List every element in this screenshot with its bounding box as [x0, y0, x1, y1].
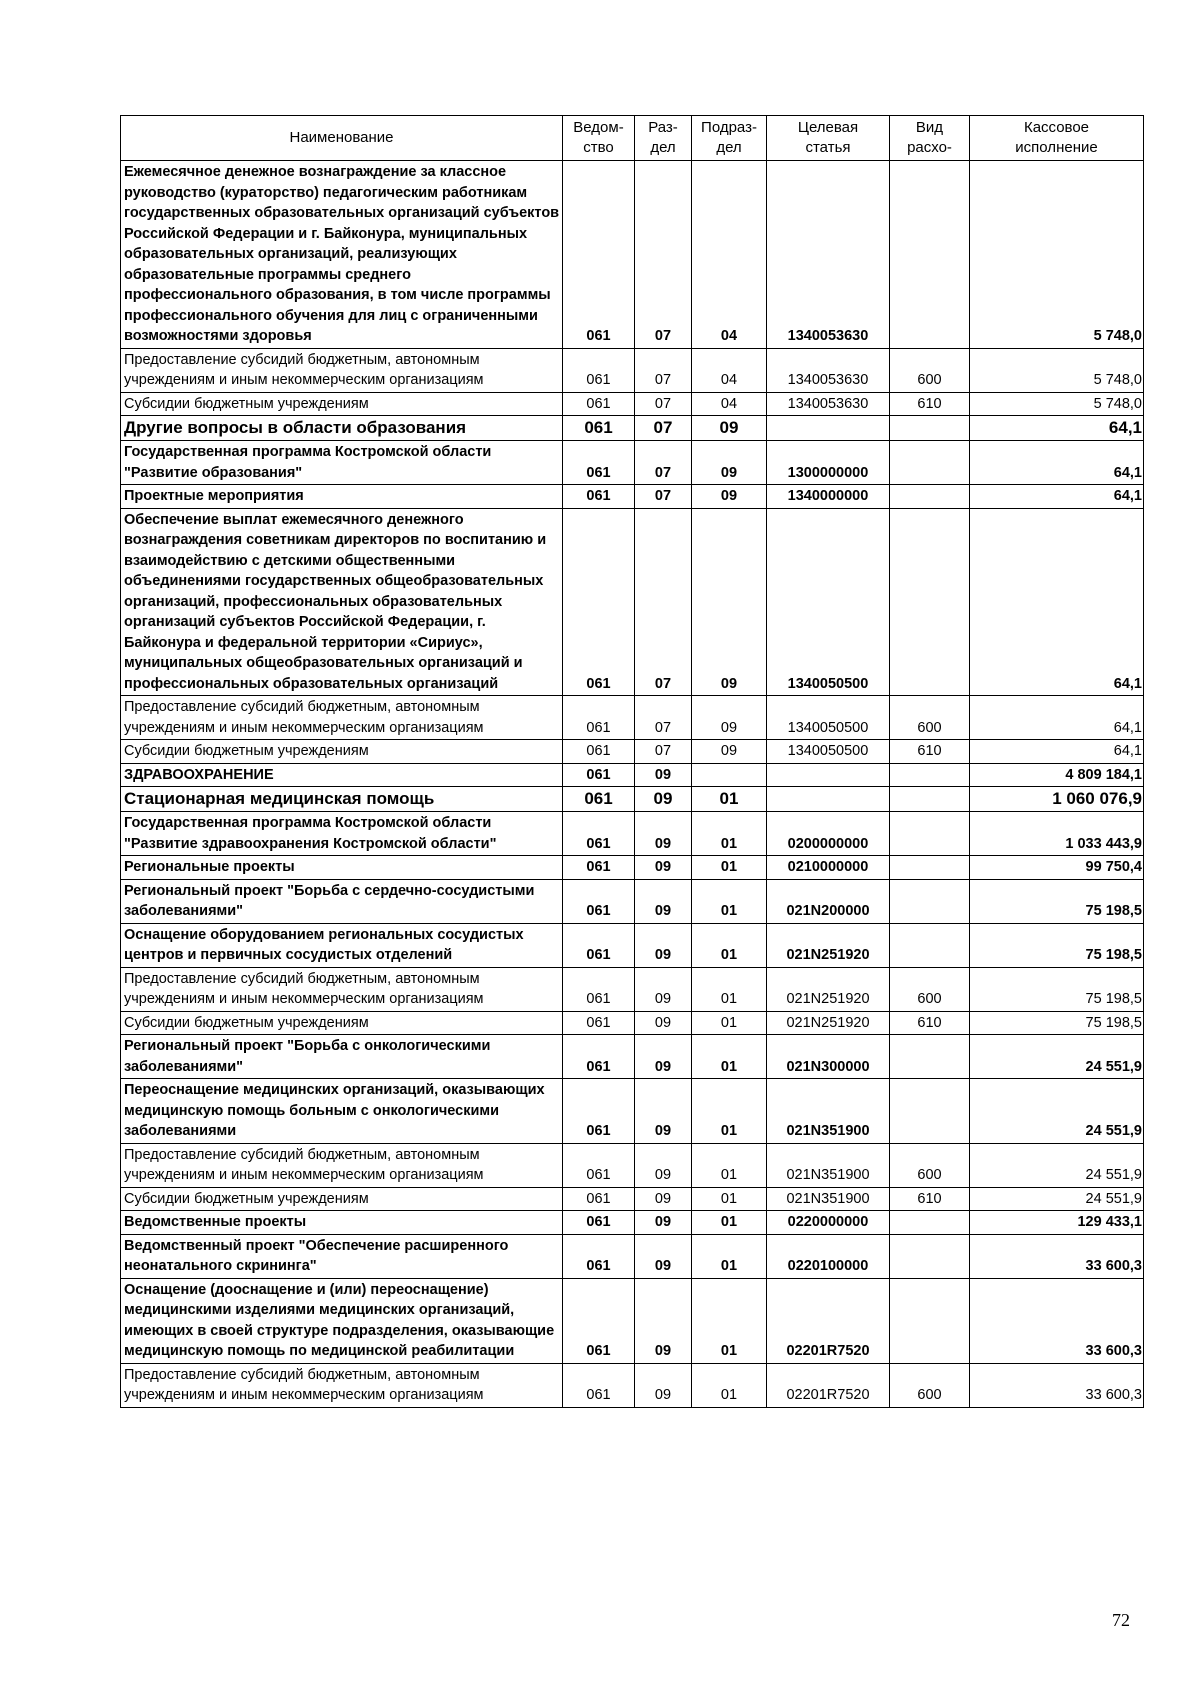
cell-name: Стационарная медицинская помощь	[121, 787, 563, 812]
cell-department: 061	[563, 696, 635, 740]
cell-name: Ведомственный проект "Обеспечение расширенного неонатального скрининга"	[121, 1234, 563, 1278]
cell-expense-kind: 600	[890, 1143, 970, 1187]
cell-name: Региональный проект "Борьба с сердечно-сосудистыми заболеваниями"	[121, 879, 563, 923]
cell-section: 09	[635, 1143, 692, 1187]
cell-department: 061	[563, 967, 635, 1011]
cell-name: Ежемесячное денежное вознаграждение за классное руководство (кураторство) педагогическим работникам государственных образовательных организаций субъектов Российской Федерации и г. Байконура, муниципальных образовательных организаций, реализующих образовательные программы среднего профессионального образования, в том числе программы профессионального обучения для лиц с ограниченными возможностями здоровья	[121, 161, 563, 349]
cell-expense-kind	[890, 879, 970, 923]
table-row	[121, 967, 1144, 1011]
cell-expense-kind	[890, 1234, 970, 1278]
cell-name: Государственная программа Костромской области "Развитие образования"	[121, 441, 563, 485]
cell-target-item: 0200000000	[767, 812, 890, 856]
cell-subsection: 01	[692, 1143, 767, 1187]
cell-department: 061	[563, 508, 635, 696]
cell-cash-execution: 33 600,3	[970, 1278, 1144, 1363]
cell-cash-execution: 1 033 443,9	[970, 812, 1144, 856]
cell-subsection: 01	[692, 879, 767, 923]
cell-cash-execution: 75 198,5	[970, 967, 1144, 1011]
table-row	[121, 392, 1144, 416]
cell-department: 061	[563, 1143, 635, 1187]
table-row	[121, 441, 1144, 485]
cell-name: Предоставление субсидий бюджетным, автономным учреждениям и иным некоммерческим организациям	[121, 696, 563, 740]
cell-name: ЗДРАВООХРАНЕНИЕ	[121, 763, 563, 787]
cell-expense-kind	[890, 416, 970, 441]
cell-section: 09	[635, 1234, 692, 1278]
cell-name: Субсидии бюджетным учреждениям	[121, 740, 563, 764]
cell-department: 061	[563, 1187, 635, 1211]
cell-name: Субсидии бюджетным учреждениям	[121, 1187, 563, 1211]
cell-expense-kind	[890, 508, 970, 696]
cell-target-item: 1340053630	[767, 161, 890, 349]
cell-name: Предоставление субсидий бюджетным, автономным учреждениям и иным некоммерческим организациям	[121, 348, 563, 392]
cell-department: 061	[563, 1011, 635, 1035]
cell-target-item: 0220000000	[767, 1211, 890, 1235]
cell-department: 061	[563, 161, 635, 349]
cell-expense-kind: 610	[890, 1011, 970, 1035]
cell-expense-kind: 600	[890, 348, 970, 392]
cell-department: 061	[563, 879, 635, 923]
cell-cash-execution: 75 198,5	[970, 1011, 1144, 1035]
cell-cash-execution: 75 198,5	[970, 879, 1144, 923]
table-row	[121, 1234, 1144, 1278]
cell-expense-kind: 610	[890, 740, 970, 764]
cell-target-item: 1300000000	[767, 441, 890, 485]
cell-target-item: 021N251920	[767, 967, 890, 1011]
cell-department: 061	[563, 787, 635, 812]
cell-department: 061	[563, 763, 635, 787]
cell-cash-execution: 24 551,9	[970, 1187, 1144, 1211]
header-name: Наименование	[121, 116, 563, 161]
cell-department: 061	[563, 923, 635, 967]
table-row	[121, 508, 1144, 696]
cell-expense-kind	[890, 1079, 970, 1144]
header-target-item: Целевая статья	[767, 116, 890, 161]
cell-cash-execution: 64,1	[970, 696, 1144, 740]
header-department: Ведом- ство	[563, 116, 635, 161]
cell-expense-kind	[890, 485, 970, 509]
cell-section: 07	[635, 392, 692, 416]
cell-target-item: 021N351900	[767, 1143, 890, 1187]
table-row	[121, 348, 1144, 392]
cell-target-item: 021N351900	[767, 1187, 890, 1211]
cell-department: 061	[563, 348, 635, 392]
cell-target-item	[767, 763, 890, 787]
cell-expense-kind	[890, 763, 970, 787]
cell-subsection: 09	[692, 441, 767, 485]
cell-department: 061	[563, 812, 635, 856]
header-section: Раз- дел	[635, 116, 692, 161]
cell-expense-kind	[890, 1211, 970, 1235]
cell-expense-kind: 600	[890, 967, 970, 1011]
cell-target-item	[767, 787, 890, 812]
cell-cash-execution: 24 551,9	[970, 1079, 1144, 1144]
cell-expense-kind	[890, 812, 970, 856]
cell-section: 09	[635, 879, 692, 923]
cell-section: 09	[635, 1363, 692, 1407]
cell-name: Оснащение (дооснащение и (или) переоснащение) медицинскими изделиями медицинских организаций, имеющих в своей структуре подразделения, оказывающие медицинскую помощь по медицинской реабилитации	[121, 1278, 563, 1363]
table-row	[121, 1035, 1144, 1079]
cell-cash-execution: 75 198,5	[970, 923, 1144, 967]
cell-section: 09	[635, 787, 692, 812]
cell-department: 061	[563, 1278, 635, 1363]
cell-section: 09	[635, 1079, 692, 1144]
cell-section: 09	[635, 1278, 692, 1363]
cell-target-item: 1340050500	[767, 740, 890, 764]
table-header-row	[121, 116, 1144, 161]
cell-name: Обеспечение выплат ежемесячного денежного вознаграждения советникам директоров по воспитанию и взаимодействию с детскими общественными объединениями государственных общеобразовательных организаций, профессиональных образовательных организаций субъектов Российской Федерации, г. Байконура и федеральной территории «Сириус», муниципальных общеобразовательных организаций и профессиональных образовательных организаций	[121, 508, 563, 696]
cell-name: Региональные проекты	[121, 856, 563, 880]
cell-subsection: 04	[692, 348, 767, 392]
cell-subsection: 04	[692, 392, 767, 416]
budget-table-sheet	[120, 115, 1143, 1408]
cell-name: Оснащение оборудованием региональных сосудистых центров и первичных сосудистых отделений	[121, 923, 563, 967]
cell-expense-kind	[890, 787, 970, 812]
cell-cash-execution: 24 551,9	[970, 1143, 1144, 1187]
cell-name: Ведомственные проекты	[121, 1211, 563, 1235]
table-row	[121, 416, 1144, 441]
table-row	[121, 740, 1144, 764]
cell-name: Субсидии бюджетным учреждениям	[121, 1011, 563, 1035]
table-row	[121, 923, 1144, 967]
table-row	[121, 763, 1144, 787]
cell-cash-execution: 5 748,0	[970, 392, 1144, 416]
budget-execution-table	[120, 115, 1144, 1408]
cell-expense-kind	[890, 1035, 970, 1079]
cell-section: 07	[635, 441, 692, 485]
cell-cash-execution: 64,1	[970, 485, 1144, 509]
cell-expense-kind: 610	[890, 392, 970, 416]
cell-name: Субсидии бюджетным учреждениям	[121, 392, 563, 416]
cell-target-item: 02201R7520	[767, 1278, 890, 1363]
cell-name: Предоставление субсидий бюджетным, автономным учреждениям и иным некоммерческим организациям	[121, 1363, 563, 1407]
cell-target-item: 1340050500	[767, 696, 890, 740]
table-row	[121, 879, 1144, 923]
cell-section: 09	[635, 967, 692, 1011]
cell-subsection: 01	[692, 1187, 767, 1211]
cell-subsection: 09	[692, 416, 767, 441]
cell-subsection: 01	[692, 1211, 767, 1235]
header-cash-execution: Кассовое исполнение	[970, 116, 1144, 161]
cell-department: 061	[563, 1211, 635, 1235]
cell-subsection	[692, 763, 767, 787]
cell-subsection: 01	[692, 1011, 767, 1035]
cell-section: 07	[635, 696, 692, 740]
table-row	[121, 1143, 1144, 1187]
cell-subsection: 09	[692, 740, 767, 764]
cell-name: Предоставление субсидий бюджетным, автономным учреждениям и иным некоммерческим организациям	[121, 1143, 563, 1187]
cell-subsection: 01	[692, 967, 767, 1011]
cell-target-item: 02201R7520	[767, 1363, 890, 1407]
cell-cash-execution: 33 600,3	[970, 1234, 1144, 1278]
cell-cash-execution: 64,1	[970, 508, 1144, 696]
cell-expense-kind	[890, 161, 970, 349]
cell-cash-execution: 5 748,0	[970, 348, 1144, 392]
cell-expense-kind	[890, 923, 970, 967]
cell-department: 061	[563, 740, 635, 764]
cell-section: 09	[635, 923, 692, 967]
header-expense-kind: Вид расхо-	[890, 116, 970, 161]
header-subsection: Подраз- дел	[692, 116, 767, 161]
cell-subsection: 09	[692, 696, 767, 740]
cell-target-item: 021N351900	[767, 1079, 890, 1144]
cell-department: 061	[563, 856, 635, 880]
table-row	[121, 1278, 1144, 1363]
table-row	[121, 161, 1144, 349]
cell-section: 09	[635, 1011, 692, 1035]
cell-department: 061	[563, 441, 635, 485]
table-row	[121, 856, 1144, 880]
cell-section: 07	[635, 740, 692, 764]
table-row	[121, 812, 1144, 856]
cell-subsection: 01	[692, 1079, 767, 1144]
cell-cash-execution: 64,1	[970, 441, 1144, 485]
table-row	[121, 1079, 1144, 1144]
page-number: 72	[1112, 1610, 1130, 1630]
cell-target-item: 021N300000	[767, 1035, 890, 1079]
table-row	[121, 1187, 1144, 1211]
cell-cash-execution: 64,1	[970, 416, 1144, 441]
table-row	[121, 1011, 1144, 1035]
cell-cash-execution: 24 551,9	[970, 1035, 1144, 1079]
cell-section: 07	[635, 416, 692, 441]
cell-target-item	[767, 416, 890, 441]
cell-department: 061	[563, 416, 635, 441]
table-body	[121, 161, 1144, 1408]
cell-section: 09	[635, 763, 692, 787]
cell-subsection: 04	[692, 161, 767, 349]
cell-section: 07	[635, 161, 692, 349]
cell-subsection: 01	[692, 1278, 767, 1363]
cell-target-item: 0220100000	[767, 1234, 890, 1278]
cell-expense-kind: 610	[890, 1187, 970, 1211]
cell-subsection: 01	[692, 1234, 767, 1278]
cell-subsection: 01	[692, 787, 767, 812]
cell-target-item: 1340053630	[767, 348, 890, 392]
cell-subsection: 01	[692, 1035, 767, 1079]
cell-cash-execution: 4 809 184,1	[970, 763, 1144, 787]
cell-cash-execution: 5 748,0	[970, 161, 1144, 349]
cell-section: 09	[635, 812, 692, 856]
cell-section: 07	[635, 348, 692, 392]
cell-name: Проектные мероприятия	[121, 485, 563, 509]
cell-name: Региональный проект "Борьба с онкологическими заболеваниями"	[121, 1035, 563, 1079]
table-row	[121, 1363, 1144, 1407]
cell-section: 09	[635, 1187, 692, 1211]
cell-target-item: 1340000000	[767, 485, 890, 509]
cell-department: 061	[563, 1234, 635, 1278]
cell-target-item: 021N251920	[767, 923, 890, 967]
cell-expense-kind: 600	[890, 1363, 970, 1407]
table-row	[121, 696, 1144, 740]
cell-subsection: 09	[692, 485, 767, 509]
cell-cash-execution: 99 750,4	[970, 856, 1144, 880]
cell-expense-kind	[890, 441, 970, 485]
cell-department: 061	[563, 392, 635, 416]
cell-target-item: 1340050500	[767, 508, 890, 696]
cell-target-item: 021N251920	[767, 1011, 890, 1035]
cell-section: 09	[635, 1211, 692, 1235]
cell-subsection: 01	[692, 856, 767, 880]
cell-name: Переоснащение медицинских организаций, оказывающих медицинскую помощь больным с онкологическими заболеваниями	[121, 1079, 563, 1144]
cell-cash-execution: 1 060 076,9	[970, 787, 1144, 812]
cell-name: Предоставление субсидий бюджетным, автономным учреждениям и иным некоммерческим организациям	[121, 967, 563, 1011]
table-row	[121, 1211, 1144, 1235]
cell-subsection: 01	[692, 1363, 767, 1407]
cell-target-item: 0210000000	[767, 856, 890, 880]
cell-cash-execution: 33 600,3	[970, 1363, 1144, 1407]
table-row	[121, 485, 1144, 509]
cell-target-item: 1340053630	[767, 392, 890, 416]
cell-expense-kind	[890, 1278, 970, 1363]
cell-section: 07	[635, 508, 692, 696]
cell-section: 09	[635, 1035, 692, 1079]
cell-subsection: 01	[692, 812, 767, 856]
cell-name: Государственная программа Костромской области "Развитие здравоохранения Костромской области"	[121, 812, 563, 856]
cell-name: Другие вопросы в области образования	[121, 416, 563, 441]
cell-department: 061	[563, 1079, 635, 1144]
cell-cash-execution: 64,1	[970, 740, 1144, 764]
cell-expense-kind: 600	[890, 696, 970, 740]
cell-cash-execution: 129 433,1	[970, 1211, 1144, 1235]
cell-subsection: 01	[692, 923, 767, 967]
cell-subsection: 09	[692, 508, 767, 696]
cell-target-item: 021N200000	[767, 879, 890, 923]
cell-department: 061	[563, 1363, 635, 1407]
table-row	[121, 787, 1144, 812]
cell-expense-kind	[890, 856, 970, 880]
cell-section: 09	[635, 856, 692, 880]
cell-department: 061	[563, 1035, 635, 1079]
cell-department: 061	[563, 485, 635, 509]
cell-section: 07	[635, 485, 692, 509]
